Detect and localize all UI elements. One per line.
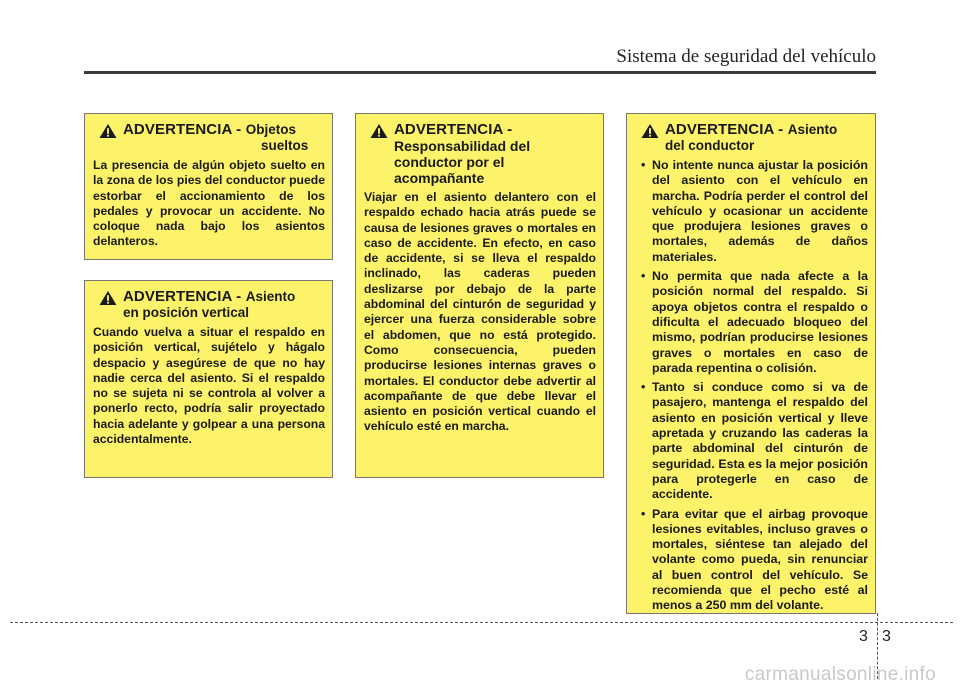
warning-triangle-icon bbox=[98, 123, 118, 139]
chapter-number: 3 bbox=[859, 628, 868, 645]
warning-subtitle: Objetos bbox=[245, 122, 296, 137]
list-item: • Para evitar que el airbag provoque lesiones evitables, incluso graves o mortales, siéntese tan alejado del volante como pueda, sin renunciar al buen control del vehículo. Se recomienda que el pecho esté al menos a 250 mm del volante. bbox=[635, 507, 868, 614]
warning-triangle-icon bbox=[98, 290, 118, 306]
page-number: 3 bbox=[882, 628, 891, 645]
warning-subtitle-cont: del conductor bbox=[665, 138, 755, 153]
watermark: carmanualsonline.info bbox=[744, 664, 936, 685]
warning-body: Viajar en el asiento delantero con el respaldo echado hacia atrás puede se causa de lesiones graves o mortales en caso de accidente. En efecto, en caso de accidente, si se lleva el respaldo inclinado, las caderas pueden deslizarse por debajo de la parte abdominal del cinturón de seguridad y ejercer una fuerza considerable sobre el abdomen, que no está protegido. Como consecuencia, pueden producirse lesiones internas graves o mortales. El conductor debe advertir al acompañante de que debe llevar el asiento en posición vertical cuando el vehículo esté en marcha. bbox=[364, 190, 596, 434]
warning-box-driver-responsibility bbox=[355, 113, 604, 478]
list-item: • Tanto si conduce como si va de pasajero, mantenga el respaldo del asiento en posición vertical y lleve apretada y cruzando las caderas la parte abdominal del cinturón de seguridad. Esta es la mejor posición para protegerle en caso de accidente. bbox=[635, 380, 868, 502]
warning-title: ADVERTENCIA - bbox=[123, 121, 242, 138]
warning-subtitle: Responsabilidad del conductor por el acompañante bbox=[394, 138, 531, 186]
header-divider bbox=[84, 71, 876, 74]
warning-title: ADVERTENCIA - bbox=[394, 121, 513, 138]
warning-subtitle-cont: en posición vertical bbox=[123, 305, 250, 320]
warning-body: La presencia de algún objeto suelto en la zona de los pies del conductor puede estorbar el accionamiento de los pedales y provocar un accidente. No coloque nada bajo los asientos delanteros. bbox=[93, 158, 325, 249]
warning-header bbox=[93, 289, 325, 321]
warning-triangle-icon bbox=[640, 123, 660, 139]
list-item: • No permita que nada afecte a la posición normal del respaldo. Si apoya objetos contra el respaldo o dificulta el adecuado bloqueo del mismo, podrían producirse lesiones graves o mortales en caso de parada repentina o colisión. bbox=[635, 269, 868, 376]
warning-body: Cuando vuelva a situar el respaldo en posición vertical, sujételo y hágalo despacio y asegúrese de que no hay nadie cerca del asiento. Si el respaldo no se sujeta ni se controla al volver a ponerlo recto, podría salir proyectado hacia adelante y golpear a una persona accidentalmente. bbox=[93, 325, 325, 447]
warning-header bbox=[635, 122, 868, 154]
warning-box-loose-objects bbox=[84, 113, 333, 260]
warning-title: ADVERTENCIA - bbox=[123, 288, 242, 305]
warning-title: ADVERTENCIA - bbox=[665, 121, 784, 138]
warning-box-driver-seat bbox=[626, 113, 876, 614]
warning-subtitle: Asiento bbox=[787, 122, 838, 137]
page-header-title: Sistema de seguridad del vehículo bbox=[616, 46, 876, 67]
warning-box-upright-seat bbox=[84, 280, 333, 478]
warning-bullet-list bbox=[635, 158, 868, 614]
warning-header bbox=[93, 122, 325, 154]
warning-subtitle: Asiento bbox=[245, 289, 296, 304]
list-item: • No intente nunca ajustar la posición del asiento con el vehículo en marcha. Podría perder el control del vehículo y ocasionar un accidente que produjera lesiones graves o mortales, además de daños materiales. bbox=[635, 158, 868, 265]
footer-divider bbox=[10, 622, 953, 623]
warning-triangle-icon bbox=[369, 123, 389, 139]
warning-subtitle-cont: sueltos bbox=[261, 138, 309, 153]
warning-header bbox=[364, 122, 596, 186]
